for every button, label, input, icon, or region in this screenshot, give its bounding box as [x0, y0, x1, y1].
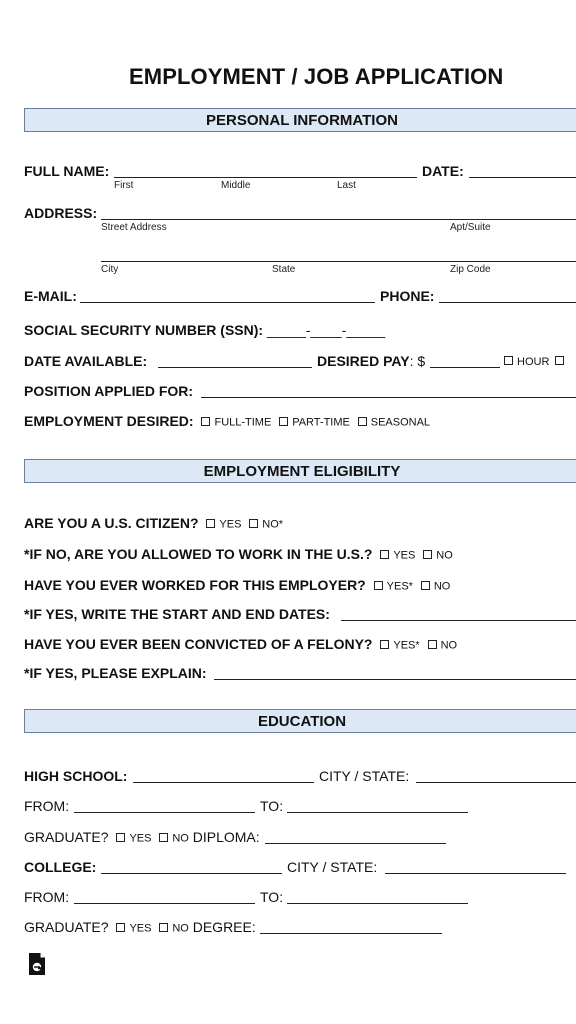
employment-desired-label: EMPLOYMENT DESIRED: [24, 413, 194, 429]
citizen-question: ARE YOU A U.S. CITIZEN? [24, 515, 199, 531]
college-to-field[interactable] [287, 903, 468, 904]
full-name-label: FULL NAME: [24, 163, 110, 179]
desired-pay-label: DESIRED PAY [317, 353, 410, 369]
pay-prefix: : $ [409, 353, 426, 369]
phone-field[interactable] [439, 302, 576, 303]
college-label: COLLEGE: [24, 859, 97, 875]
full-name-field[interactable] [114, 177, 417, 178]
dates-question: *IF YES, WRITE THE START AND END DATES: [24, 606, 330, 622]
allowed-yes-label: YES [393, 549, 416, 562]
ssn-field[interactable]: _____-____-_____ [266, 322, 386, 338]
citizen-no-label: NO* [262, 518, 284, 531]
diploma-label: DIPLOMA: [192, 829, 260, 845]
hs-city-state-label: CITY / STATE: [319, 768, 410, 784]
last-sublabel: Last [337, 180, 356, 191]
worked-question: HAVE YOU EVER WORKED FOR THIS EMPLOYER? [24, 577, 366, 593]
explain-field[interactable] [214, 679, 576, 680]
section-title-education: EDUCATION [257, 713, 347, 730]
citizen-yes-label: YES [219, 518, 242, 531]
address-label: ADDRESS: [24, 205, 98, 221]
felony-no-checkbox[interactable] [428, 640, 437, 649]
position-field[interactable] [201, 397, 576, 398]
seasonal-checkbox[interactable] [358, 417, 367, 426]
seasonal-label: SEASONAL [370, 416, 431, 429]
hs-graduate-label: GRADUATE? [24, 829, 109, 845]
allowed-yes-checkbox[interactable] [380, 550, 389, 559]
street-address-field[interactable] [101, 219, 576, 220]
email-label: E-MAIL: [24, 288, 77, 304]
part-time-checkbox[interactable] [279, 417, 288, 426]
desired-pay-group [317, 353, 425, 369]
felony-no-label: NO [440, 639, 458, 652]
college-graduate-no-checkbox[interactable] [159, 923, 168, 932]
explain-question: *IF YES, PLEASE EXPLAIN: [24, 665, 207, 681]
worked-yes-label: YES* [386, 580, 413, 593]
employment-desired-row [24, 413, 430, 429]
position-label: POSITION APPLIED FOR: [24, 383, 194, 399]
college-from-field[interactable] [74, 903, 255, 904]
hour-checkbox[interactable] [504, 356, 513, 365]
date-available-label: DATE AVAILABLE: [24, 353, 148, 369]
felony-row [24, 636, 457, 652]
city-sublabel: City [101, 264, 119, 275]
hour-option [500, 353, 568, 371]
college-city-state-label: CITY / STATE: [287, 859, 378, 875]
ssn-label: SOCIAL SECURITY NUMBER (SSN): [24, 322, 264, 338]
diploma-field[interactable] [265, 843, 446, 844]
worked-no-checkbox[interactable] [421, 581, 430, 590]
allowed-no-checkbox[interactable] [423, 550, 432, 559]
hs-graduate-yes-checkbox[interactable] [116, 833, 125, 842]
salary-checkbox[interactable] [555, 356, 564, 365]
street-sublabel: Street Address [101, 222, 167, 233]
college-to-label: TO: [260, 889, 284, 905]
document-logo-icon [28, 952, 46, 976]
hour-label: HOUR [517, 355, 550, 368]
felony-question: HAVE YOU EVER BEEN CONVICTED OF A FELONY? [24, 636, 373, 652]
degree-field[interactable] [260, 933, 442, 934]
part-time-label: PART-TIME [292, 416, 350, 429]
hs-city-state-field[interactable] [416, 782, 576, 783]
worked-no-label: NO [433, 580, 451, 593]
page-title: EMPLOYMENT / JOB APPLICATION [129, 64, 504, 89]
college-graduate-no-label: NO [172, 922, 189, 935]
felony-yes-checkbox[interactable] [380, 640, 389, 649]
degree-label: DEGREE: [192, 919, 256, 935]
college-field[interactable] [101, 873, 282, 874]
city-state-zip-field[interactable] [101, 261, 576, 262]
allowed-question: *IF NO, ARE YOU ALLOWED TO WORK IN THE U.S.? [24, 546, 373, 562]
hs-to-label: TO: [260, 798, 284, 814]
dates-field[interactable] [341, 620, 576, 621]
college-graduate-row [24, 919, 256, 935]
ssn-row [24, 322, 385, 338]
college-from-label: FROM: [24, 889, 70, 905]
first-sublabel: First [114, 180, 134, 191]
hs-graduate-yes-label: YES [129, 832, 152, 845]
hs-graduate-no-label: NO [172, 832, 189, 845]
high-school-label: HIGH SCHOOL: [24, 768, 128, 784]
worked-row [24, 577, 450, 593]
citizen-no-checkbox[interactable] [249, 519, 258, 528]
hs-graduate-row [24, 829, 260, 845]
apt-sublabel: Apt/Suite [450, 222, 491, 233]
section-title-personal: PERSONAL INFORMATION [206, 112, 398, 129]
college-city-state-field[interactable] [385, 873, 566, 874]
allowed-row [24, 546, 453, 562]
full-time-label: FULL-TIME [214, 416, 272, 429]
middle-sublabel: Middle [221, 180, 251, 191]
state-sublabel: State [272, 264, 296, 275]
college-graduate-yes-checkbox[interactable] [116, 923, 125, 932]
citizen-row [24, 515, 283, 531]
section-title-eligibility: EMPLOYMENT ELIGIBILITY [203, 463, 401, 480]
allowed-no-label: NO [436, 549, 453, 562]
hs-from-field[interactable] [74, 812, 255, 813]
phone-label: PHONE: [380, 288, 435, 304]
date-available-field[interactable] [158, 367, 312, 368]
desired-pay-field[interactable] [430, 367, 500, 368]
hs-from-label: FROM: [24, 798, 70, 814]
date-field[interactable] [469, 177, 576, 178]
hs-to-field[interactable] [287, 812, 468, 813]
hs-graduate-no-checkbox[interactable] [159, 833, 168, 842]
citizen-yes-checkbox[interactable] [206, 519, 215, 528]
college-graduate-yes-label: YES [129, 922, 152, 935]
date-label: DATE: [422, 163, 464, 179]
full-time-checkbox[interactable] [201, 417, 210, 426]
college-graduate-label: GRADUATE? [24, 919, 109, 935]
high-school-field[interactable] [133, 782, 314, 783]
zip-sublabel: Zip Code [450, 264, 491, 275]
email-field[interactable] [80, 302, 375, 303]
worked-yes-checkbox[interactable] [374, 581, 383, 590]
felony-yes-label: YES* [393, 639, 420, 652]
